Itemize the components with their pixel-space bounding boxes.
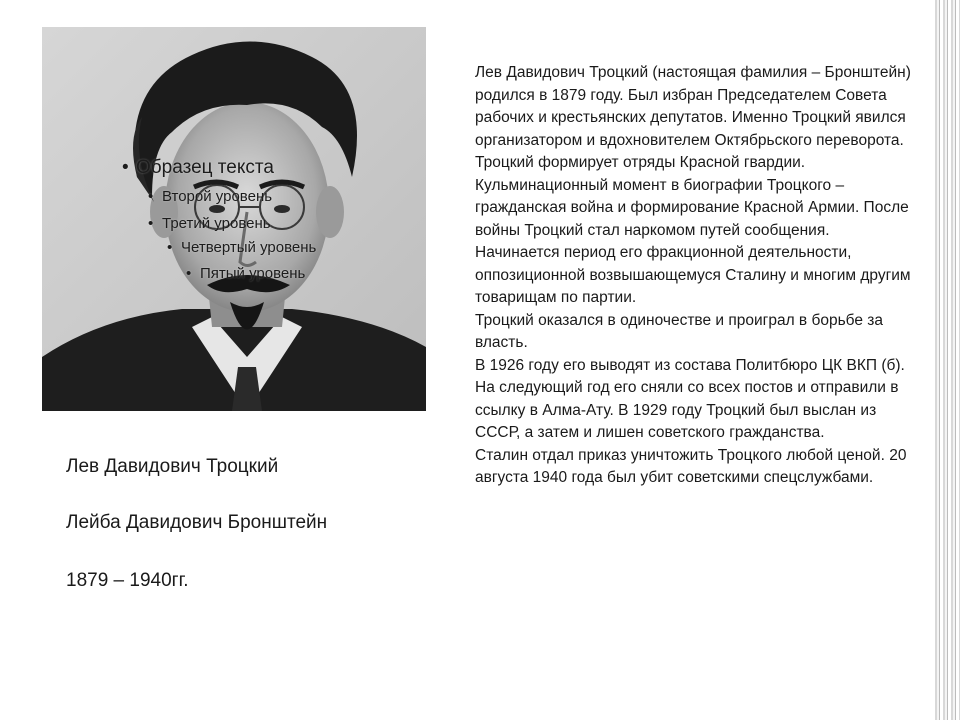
bullet-icon: • <box>186 265 192 282</box>
caption-name: Лев Давидович Троцкий <box>66 456 279 477</box>
decorative-stripes <box>932 0 960 720</box>
placeholder-level-4-text: Четвертый уровень <box>181 239 317 256</box>
bio-paragraph-2: Кульминационный момент в биографии Троцкого – гражданская война и формирование Красной Армии. После войны Троцкий стал наркомом путей сообщения. Начинается период его фракционной деятельности, оппозиционной возвышающемуся Сталину и многим другим товарищам по партии. <box>475 176 911 306</box>
placeholder-level-2-text: Второй уровень <box>162 188 273 205</box>
placeholder-level-1-text: Образец текста <box>136 157 274 178</box>
caption-years: 1879 – 1940гг. <box>66 570 189 591</box>
bio-paragraph-3: Троцкий оказался в одиночестве и проиграл в борьбе за власть. <box>475 311 884 351</box>
placeholder-level-4 <box>167 239 317 256</box>
bullet-icon: • <box>148 215 154 232</box>
bio-paragraph-5: Сталин отдал приказ уничтожить Троцкого любой ценой. 20 августа 1940 года был убит советскими спецслужбами. <box>475 446 907 486</box>
biography-text <box>475 62 915 490</box>
bullet-icon: • <box>122 157 129 178</box>
placeholder-level-1 <box>122 157 274 179</box>
bullet-icon: • <box>167 239 173 256</box>
placeholder-level-2 <box>148 188 273 205</box>
portrait-photo <box>42 27 426 411</box>
text-placeholder <box>42 27 426 411</box>
placeholder-level-3-text: Третий уровень <box>162 215 271 232</box>
bio-paragraph-4: В 1926 году его выводят из состава Политбюро ЦК ВКП (б). На следующий год его сняли со всех постов и отправили в ссылку в Алма-Ату. В 1929 году Троцкий был выслан из СССР, а затем и лишен советского гражданства. <box>475 356 905 441</box>
placeholder-level-3 <box>148 215 271 232</box>
bullet-icon: • <box>148 188 154 205</box>
bio-paragraph-1: Лев Давидович Троцкий (настоящая фамилия – Бронштейн) родился в 1879 году. Был избран Председателем Совета рабочих и крестьянских депутатов. Именно Троцкий явился организатором и вдохновителем Октябрьского переворота. Троцкий формирует отряды Красной гвардии. <box>475 64 911 171</box>
caption-birth-name: Лейба Давидович Бронштейн <box>66 512 328 533</box>
placeholder-level-5-text: Пятый уровень <box>200 265 306 282</box>
placeholder-level-5 <box>186 265 306 282</box>
